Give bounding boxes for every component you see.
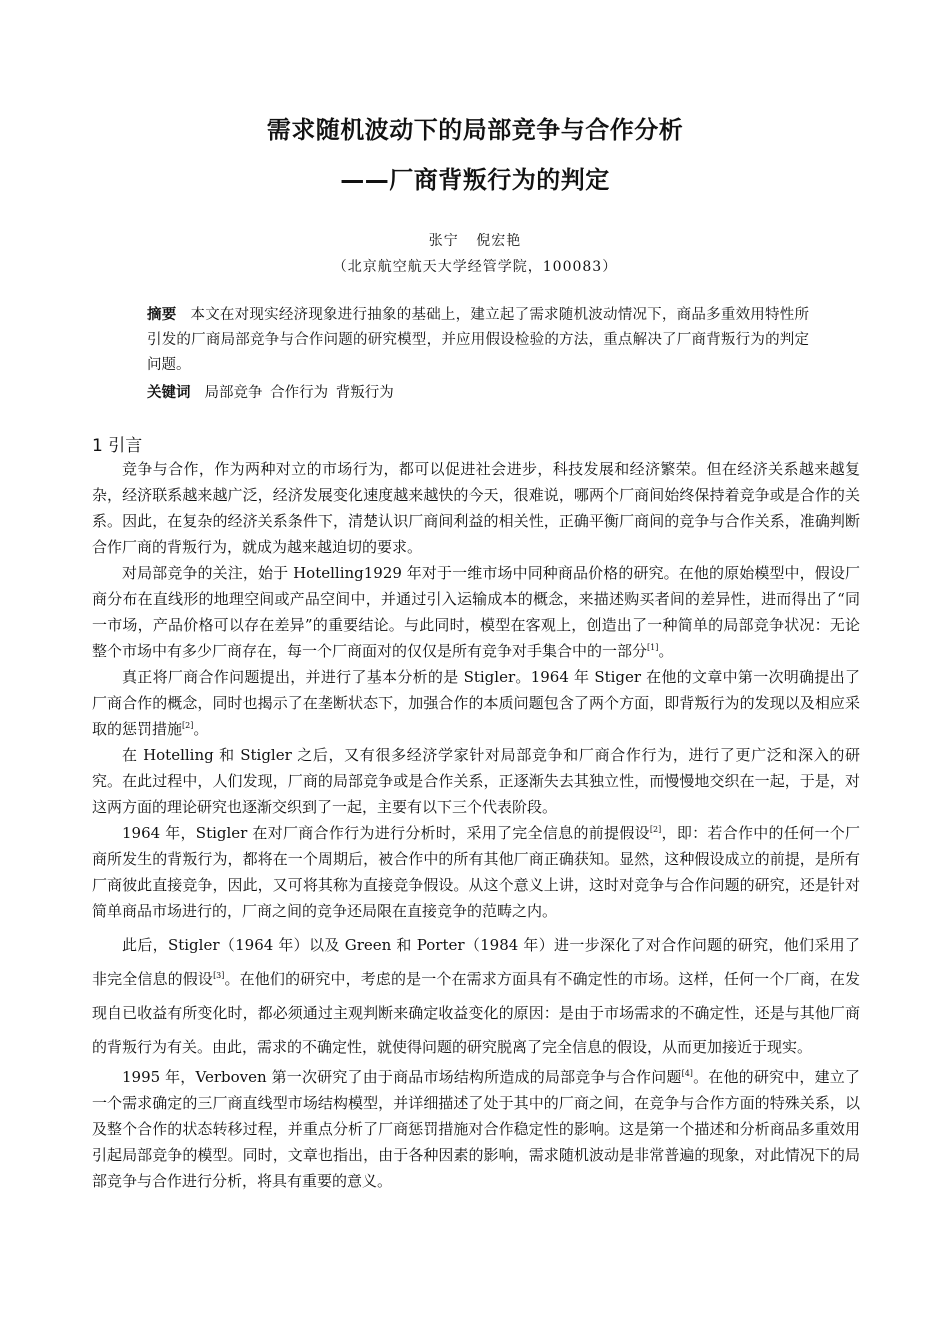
paragraph-tail: ，即：若合作中的任何一个厂商所发生的背叛行为，都将在一个周期后，被合作中的所有其他厂商正确获知。显然，这种假设成立的前提，是所有厂商彼此直接竞争，因此，又可将其称为直接竞争假设。从这个意义上讲，这时对竞争与合作问题的研究，还是针对简单商品市场进行的，厂商之间的竞争还局限在直接竞争的范畴之内。	[92, 824, 860, 920]
abstract-label: 摘要	[147, 307, 177, 323]
paragraph	[92, 928, 860, 1064]
section-heading: 1 引言	[92, 436, 143, 456]
paragraph-text: 对局部竞争的关注，始于 Hotelling1929 年对于一维市场中同种商品价格的研究。在他的原始模型中，假设厂商分布在直线形的地理空间或产品空间中，并通过引入运输成本的概念，来描述购买者间的差异性，进而得出了“同一市场，产品价格可以存在差异”的重要结论。与此同时，模型在客观上，创造出了一种简单的局部竞争状况：无论整个市场中有多少厂商存在，每一个厂商面对的仅仅是所有竞争对手集合中的一部分	[92, 564, 860, 660]
paragraph-text: 1995 年，Verboven 第一次研究了由于商品市场结构所造成的局部竞争与合作问题	[122, 1068, 682, 1086]
paragraph-text: 真正将厂商合作问题提出，并进行了基本分析的是 Stigler。1964 年 Stiger 在他的文章中第一次明确提出了厂商合作的概念，同时也揭示了在垄断状态下，加强合作的本质问题包含了两个方面，即背叛行为的发现以及相应采取的惩罚措施	[92, 668, 860, 738]
keywords-text: 局部竞争 合作行为 背叛行为	[204, 385, 394, 401]
citation: [2]	[182, 721, 194, 730]
affiliation: （北京航空航天大学经管学院，100083）	[332, 259, 618, 275]
abstract	[147, 303, 809, 378]
paragraph-tail: 。	[193, 720, 209, 738]
citation: [2]	[649, 825, 662, 834]
authors: 张宁 倪宏艳	[428, 233, 522, 249]
paragraph-tail: 。在他的研究中，建立了一个需求确定的三厂商直线型市场结构模型，并详细描述了处于其中的厂商之间，在竞争与合作方面的特殊关系，以及整个合作的状态转移过程，并重点分析了厂商惩罚措施对合作稳定性的影响。这是第一个描述和分析商品多重效用引起局部竞争的模型。同时，文章也指出，由于各种因素的影响，需求随机波动是非常普遍的现象，对此情况下的局部竞争与合作进行分析，将具有重要的意义。	[92, 1068, 860, 1190]
paper-subtitle: ——厂商背叛行为的判定	[340, 166, 610, 194]
paragraph-text: 1964 年，Stigler 在对厂商合作行为进行分析时，采用了完全信息的前提假设	[122, 824, 650, 842]
paper-title: 需求随机波动下的局部竞争与合作分析	[266, 116, 684, 144]
paragraph-tail: 。在他们的研究中，考虑的是一个在需求方面具有不确定性的市场。这样，任何一个厂商，在发现自已收益有所变化时，都必须通过主观判断来确定收益变化的原因：是由于市场需求的不确定性，还是与其他厂商的背叛行为有关。由此，需求的不确定性，就使得问题的研究脱离了完全信息的假设，从而更加接近于现实。	[92, 970, 860, 1056]
paragraph	[92, 820, 860, 924]
keywords	[147, 381, 809, 406]
paragraph	[92, 456, 860, 560]
section-body	[92, 456, 860, 1194]
citation: [1]	[647, 643, 659, 652]
paragraph-text: 此后，Stigler（1964 年）以及 Green 和 Porter（1984 年）进一步深化了对合作问题的研究，他们采用了非完全信息的假设	[92, 936, 860, 988]
paragraph	[92, 664, 860, 742]
paragraph	[92, 1064, 860, 1194]
citation: [4]	[681, 1069, 693, 1078]
paragraph-text: 竞争与合作，作为两种对立的市场行为，都可以促进社会进步，科技发展和经济繁荣。但在经济关系越来越复杂，经济联系越来越广泛，经济发展变化速度越来越快的今天，很难说，哪两个厂商间始终保持着竞争或是合作的关系。因此，在复杂的经济关系条件下，清楚认识厂商间利益的相关性，正确平衡厂商间的竞争与合作关系，准确判断合作厂商的背叛行为，就成为越来越迫切的要求。	[92, 460, 860, 556]
paragraph-text: 在 Hotelling 和 Stigler 之后，又有很多经济学家针对局部竞争和厂商合作行为，进行了更广泛和深入的研究。在此过程中，人们发现，厂商的局部竞争或是合作关系，正逐渐失去其独立性，而慢慢地交织在一起，于是，对这两方面的理论研究也逐渐交织到了一起，主要有以下三个代表阶段。	[92, 746, 860, 816]
paragraph-tail: 。	[658, 642, 674, 660]
citation: [3]	[213, 971, 225, 980]
abstract-text: 本文在对现实经济现象进行抽象的基础上，建立起了需求随机波动情况下，商品多重效用特性所引发的厂商局部竞争与合作问题的研究模型，并应用假设检验的方法，重点解决了厂商背叛行为的判定问题。	[147, 307, 809, 373]
paragraph	[92, 742, 860, 820]
keywords-label: 关键词	[147, 385, 191, 401]
paragraph	[92, 560, 860, 664]
